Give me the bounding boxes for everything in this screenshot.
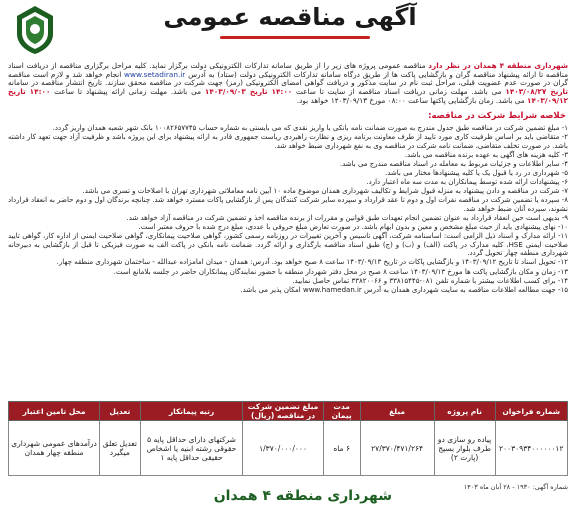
intro-text-2: انجام خواهد شد و لازم است مناقصه گران در صورت عدم عضویت قبلی، مراحل ثبت نام در سایت مذکور و دریافت گواهی امضای الکترونیکی (رمز) جهت شرکت در مناقصه محقق سازند. تاریخ انتشار مناقصه در سامانه xyxy=(8,69,568,88)
header-funding-source: محل تامین اعتبار xyxy=(9,402,100,421)
header-project-name: نام پروژه xyxy=(434,402,495,421)
terms-list xyxy=(8,124,568,401)
header-call-number: شماره فراخوان xyxy=(495,402,567,421)
cell-amount: ۲۷/۳۷۰/۴۷۱/۲۶۴ xyxy=(360,421,434,476)
term-item: ۱۳- زمان و مکان بازگشایی پاکت ها مورخ ۱۴۰۳/۰۹/۱۳ ساعت ۸ صبح در محل دفتر شهردار منطقه با حضور نمایندگان پیمانکاران حاضر در جلسه بلامانع است. xyxy=(113,267,568,276)
term-item: ۸- سپرده یا تضمین شرکت در مناقصه نفرات اول و دوم تا عقد قرارداد و سپرده سایر شرکت کنندگان پس از بازگشایی پاکات مسترد خواهد شد. چنانچه برندگان اول و دوم حاضر به انعقاد قرارداد نشوند، سپرده آنان ضبط خواهد شد. xyxy=(8,196,568,213)
term-item: ۱۲- تحویل اسناد تا تاریخ ۱۴۰۳/۰۹/۱۲ و بازگشایی پاکات در تاریخ ۱۴۰۳/۰۹/۱۳ ساعت ۸ صبح خواهد بود. آدرس: همدان - میدان امامزاده عبدالله - ساختمان شهرداری منطقه چهار. xyxy=(56,258,568,267)
term-item: ۳- کلیه هزینه های آگهی به عهده برنده مناقصه می باشد. xyxy=(404,150,568,159)
term-item: ۱۱- ارائه مدارک و اسناد ذیل الزامی است: اساسنامه شرکت، آگهی تاسیس و آخرین تغییرات در روزنامه رسمی کشور، گواهی صلاحیت پیمانکاری، گواهی صلاحیت ایمنی از اداره کار، گواهی تایید صلاحیت ایمنی HSE، کلیه مدارک در پاکت (الف) و (ب) و (ج) طبق اسناد مناقصه بارگذاری و ارائه گردد. ضمانت نامه بانکی در پاکت الف به صورت فیزیکی تا قبل از بازگشایی به دبیرخانه شهرداری منطقه چهار تحویل گردد. xyxy=(8,232,568,258)
header-adjustment: تعدیل xyxy=(100,402,140,421)
term-item: ۱۰- نهای پیشنهادی باید از حیث مبلغ مشخص و معین و بدون ابهام باشد. در صورت تعارض مبلغ حروفی با عددی، مبلغ درج شده با حروف معتبر است. xyxy=(138,223,568,232)
intro-paragraph xyxy=(8,62,568,106)
setad-website-link[interactable]: www.setadiran.ir xyxy=(124,69,186,79)
footer xyxy=(8,483,568,505)
municipality-logo-icon xyxy=(13,4,57,56)
cell-duration: ۶ ماه xyxy=(323,421,360,476)
table-row xyxy=(9,421,568,476)
table-header-row xyxy=(9,402,568,421)
term-item: ۶- پیشنهادات ارائه شده توسط پیمانکاران به مدت سه ماه اعتبار دارد. xyxy=(366,178,568,187)
org-name: شهرداری منطقه ۴ همدان در نظر دارد xyxy=(428,62,568,70)
term-item: ۷- شرکت در مناقصه و دادن پیشنهاد به منزله قبول شرایط و تکالیف شهرداری همدان موضوع ماده ۱۰ آیین نامه معاملاتی شهرداری تهران با اصلاحات و تسری می باشد. xyxy=(82,187,568,196)
term-item: ۵- شهرداری در رد یا قبول یک یا کلیه پیشنهادها مختار می باشد. xyxy=(385,168,568,177)
conditions-title: خلاصه شرایط شرکت در مناقصه: xyxy=(428,111,566,121)
intro-text-4: می باشد. مهلت زمانی ارائه پیشنهاد تا ساعت xyxy=(50,87,205,97)
publish-date: تاریخ ۱۴۰۳/۰۸/۲۷ xyxy=(505,87,568,97)
header-amount: مبلغ xyxy=(360,402,434,421)
header-duration: مدت پیمان xyxy=(323,402,360,421)
proposal-deadline: ۱۴:۰۰ تاریخ ۱۴۰۳/۰۹/۱۲ xyxy=(8,87,568,105)
term-item: ۴- سایر اطلاعات و جزئیات مربوط به معامله در اسناد مناقصه مندرج می باشد. xyxy=(339,159,568,168)
footer-org-name: شهرداری منطقه ۴ همدان xyxy=(213,488,392,504)
intro-text-3: می باشد. مهلت زمانی دریافت اسناد مناقصه از سایت تا ساعت xyxy=(292,87,506,97)
cell-guarantee: ۱/۳۷۰/۰۰۰/۰۰۰ xyxy=(243,421,323,476)
header-contractor-rank: رتبه پیمانکار xyxy=(140,402,243,421)
header-guarantee: مبلغ تضمین شرکت در مناقصه (ریال) xyxy=(243,402,323,421)
intro-text-1: مناقصه عمومی پروژه های زیر را از طریق سامانه تدارکات الکترونیکی دولت برگزار نماید. کلیه مراحل برگزاری مناقصه از دریافت اسناد مناقصه تا ارائه پیشنهاد مناقصه گران و بازگشایی پاکت ها از طریق درگاه سامانه تدارکات الکترونیکی دولت (ستاد) به آدرس xyxy=(8,62,568,79)
page-title: آگهی مناقصه عمومی xyxy=(163,3,417,31)
cell-funding-source: درآمدهای عمومی شهرداری منطقه چهار همدان xyxy=(9,421,100,476)
publish-date-footer: شماره آگهی: ۱۹۳۰ - ۲۸ آبان ماه ۱۴۰۳ xyxy=(463,483,568,491)
term-item: ۱- مبلغ تضمین شرکت در مناقصه طبق جدول مندرج به صورت ضمانت نامه بانکی یا واریز نقدی که می بایستی به شماره حساب ۱۰۰۸۲۶۵۷۷۴۵ بانک شهر شعبه همدان واریز گردد. xyxy=(52,124,568,132)
intro-text-5: می باشد. زمان بازگشایی پاکتها ساعت ۰۸:۰۰ مورخ ۱۴۰۳/۰۹/۱۳ خواهد بود. xyxy=(296,95,528,105)
document-deadline: ۱۴:۰۰ تاریخ ۱۴۰۳/۰۹/۰۳ xyxy=(204,87,293,97)
term-item: ۹- بدیهی است حین انعقاد قرارداد به عنوان تضمین انجام تعهدات طبق قوانین و مقررات از برنده مناقصه اخذ و تضمین شرکت در مناقصه آزاد خواهد شد. xyxy=(126,213,568,222)
cell-call-number: ۲۰۰۳۰۹۳۴۰۰۰۰۰۰۱۲ xyxy=(495,421,567,476)
term-item: ۱۴- برای کسب اطلاعات بیشتر با شماره تلفن ۰۸۱-۳۳۸۱۵۴۴۵ و ۳۳۸۲۰۰۶۶ تماس حاصل نمایید. xyxy=(292,276,568,285)
title-block xyxy=(90,3,490,37)
term-item: ۱۵- جهت مطالعه اطلاعات مناقصه به سایت شهرداری همدان به آدرس www.hamedan.ir امکان پذیر می باشد. xyxy=(240,285,568,294)
cell-project-name: پیاده رو سازی دو طرف بلوار بسیج (پارت ۲) xyxy=(434,421,495,476)
cell-contractor-rank: شرکتهای دارای حداقل پایه ۵ حقوقی رشته ابنیه یا اشخاص حقیقی حداقل پایه ۱ xyxy=(140,421,243,476)
tender-table xyxy=(8,401,568,476)
title-underline xyxy=(220,36,370,39)
cell-adjustment: تعدیل تعلق میگیرد xyxy=(100,421,140,476)
term-item: ۲- متقاضی باید بر اساس ظرفیت کاری مورد تایید از طرف معاونت برنامه ریزی و نظارت راهبردی ریاست جمهوری قادر به ارائه پیشنهاد برای این پروژه باشد و ظرفیت آزاد جهت تعهد کار داشته باشد. در صورت تخلف متقاضی، ضمانت نامه شرکت در مناقصه وی به نفع شهرداری ضبط خواهد شد. xyxy=(8,133,568,150)
